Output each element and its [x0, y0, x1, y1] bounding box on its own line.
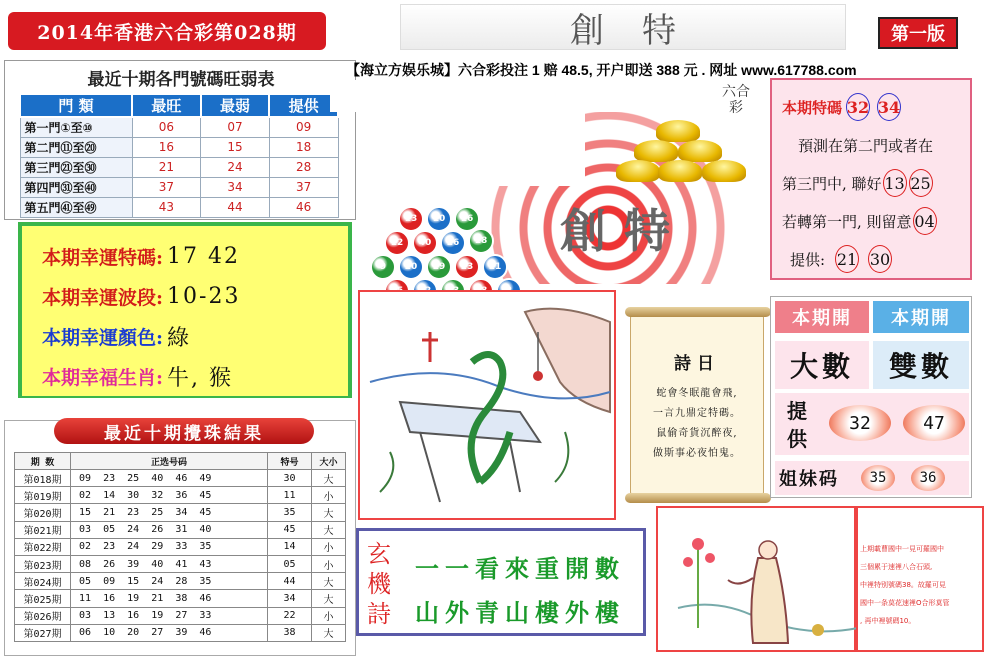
- results-special: 14: [268, 538, 312, 555]
- table-row: [15, 521, 346, 538]
- gate-name: 第三門㉑至㉚: [20, 157, 132, 177]
- results-numbers: 09 23 25 40 46 49: [71, 470, 268, 487]
- results-period: 第021期: [15, 521, 71, 538]
- mystic-poem-panel: [356, 528, 646, 636]
- gate-hot: 37: [132, 177, 201, 197]
- results-numbers: 06 10 20 27 39 46: [71, 624, 268, 641]
- poem-line: 一言九鼎定特碼。: [653, 408, 741, 419]
- gate-header-cold: 最弱: [201, 94, 270, 117]
- sister-code-1: 35: [861, 465, 895, 491]
- gate-name: 第四門㉛至㊵: [20, 177, 132, 197]
- results-numbers: 11 16 19 21 38 46: [71, 590, 268, 607]
- note-panel: [856, 506, 984, 652]
- results-table: [14, 452, 346, 642]
- results-period: 第019期: [15, 487, 71, 504]
- gate-table-panel: [4, 60, 356, 220]
- gate-header-offer: 提供: [269, 94, 338, 117]
- results-numbers: 15 21 23 25 34 45: [71, 504, 268, 521]
- lottery-ball-icon: 23: [454, 254, 480, 280]
- special-code-label: 本期特碼: [782, 98, 843, 117]
- table-row: [15, 573, 346, 590]
- poem-line: 做斯事必夜怕鬼。: [653, 448, 741, 459]
- lottery-ball-icon: 40: [412, 230, 438, 256]
- special-line-1: 預測在第二門或者在: [798, 136, 934, 155]
- results-size: 大: [312, 470, 346, 487]
- results-special: 30: [268, 470, 312, 487]
- gate-offer: 37: [269, 177, 338, 197]
- results-numbers: 03 13 16 19 27 33: [71, 607, 268, 624]
- lucky-row: [42, 316, 348, 356]
- lottery-ball-icon: 29: [426, 254, 452, 280]
- big-double-panel: [770, 296, 972, 498]
- offer-code-2: 47: [903, 405, 965, 441]
- lucky-label: 本期幸運波段:: [42, 286, 164, 309]
- special-line-3: [782, 202, 970, 240]
- gold-ingot-icon: [656, 120, 700, 142]
- special-code-panel: [770, 78, 972, 280]
- results-special: 11: [268, 487, 312, 504]
- results-title: 最近十期攪珠結果: [54, 418, 314, 444]
- results-period: 第024期: [15, 573, 71, 590]
- gate-offer: 28: [269, 157, 338, 177]
- lottery-ball-icon: 10: [426, 206, 452, 232]
- lucky-value: 牛, 猴: [167, 365, 234, 391]
- special-line-2-code-2: 25: [909, 169, 933, 197]
- results-period: 第022期: [15, 538, 71, 555]
- note-line: 國中一条莫花速裡O合形莫管: [860, 599, 950, 607]
- scroll-rod-top: [625, 307, 771, 317]
- double-header: 本期開: [873, 301, 969, 333]
- table-row: [15, 538, 346, 555]
- results-size: 大: [312, 521, 346, 538]
- gate-header-type: 門 類: [20, 94, 132, 117]
- table-row: [15, 504, 346, 521]
- lucky-row: [42, 236, 348, 276]
- scholar-scene-icon: [658, 508, 858, 654]
- edition-label: 第一版: [891, 24, 945, 45]
- gate-cold: 15: [201, 137, 270, 157]
- results-special: 34: [268, 590, 312, 607]
- lottery-ball-icon: 16: [454, 206, 480, 232]
- lucky-row: [42, 276, 348, 316]
- gate-table: [19, 93, 339, 218]
- snake-illustration: [358, 290, 616, 520]
- results-header-nums: 正选号码: [71, 453, 268, 470]
- results-header-special: 特号: [268, 453, 312, 470]
- lottery-ball-icon: 12: [384, 230, 410, 256]
- lottery-ball-icon: 9: [370, 254, 396, 280]
- big-value: 大數: [775, 341, 869, 389]
- poem-scroll: [630, 312, 764, 498]
- special-line-2-text: 第三門中, 聯好: [782, 174, 882, 193]
- results-size: 大: [312, 573, 346, 590]
- results-period: 第020期: [15, 504, 71, 521]
- results-body: [15, 470, 346, 642]
- special-offer-line: [782, 240, 970, 278]
- offer-code-1: 32: [829, 405, 891, 441]
- lottery-ball-icon: 13: [398, 206, 424, 232]
- mystic-line-1: 一一看來重開數: [415, 554, 625, 583]
- poem-line: 鼠偷奇貨沉醉夜,: [656, 428, 738, 439]
- special-line-2-code-1: 13: [883, 169, 907, 197]
- lottery-ball-icon: 18: [468, 228, 494, 254]
- results-size: 小: [312, 487, 346, 504]
- gate-table-header: [20, 94, 338, 117]
- lucky-blank-strip: [0, 398, 354, 418]
- hero-brand: 六合彩: [722, 84, 750, 116]
- results-numbers: 02 14 30 32 36 45: [71, 487, 268, 504]
- mystic-line-2: 山外青山樓外樓: [415, 598, 625, 627]
- results-period: 第023期: [15, 555, 71, 572]
- gate-offer: 09: [269, 117, 338, 137]
- main-title-banner: [400, 4, 846, 50]
- ad-banner-text[interactable]: 【海立方娱乐城】六合彩投注 1 赔 48.5, 开户即送 388 元 . 网址 www.617788.com: [346, 62, 857, 78]
- gate-cold: 24: [201, 157, 270, 177]
- lucky-value: 10-23: [167, 283, 241, 309]
- poem-line: 蛇會冬眠龍會飛,: [656, 388, 738, 399]
- special-code-1: 32: [846, 93, 870, 121]
- scholar-illustration: [656, 506, 856, 652]
- big-header: 本期開: [775, 301, 869, 333]
- special-code-2: 34: [877, 93, 901, 121]
- table-row: [15, 555, 346, 572]
- double-value: 雙數: [873, 341, 969, 389]
- results-header: [15, 453, 346, 470]
- table-row: [20, 177, 338, 197]
- gate-name: 第二門⑪至⑳: [20, 137, 132, 157]
- results-numbers: 02 23 24 29 33 35: [71, 538, 268, 555]
- gold-ingot-icon: [634, 140, 678, 162]
- note-line: 中裡特别號碼38。故羅可見: [860, 581, 946, 589]
- lucky-label: 本期幸運特碼:: [42, 246, 164, 269]
- lucky-panel: [18, 222, 352, 400]
- results-special: 05: [268, 555, 312, 572]
- gold-ingot-icon: [678, 140, 722, 162]
- gate-offer: 18: [269, 137, 338, 157]
- gate-name: 第五門㊶至㊾: [20, 197, 132, 217]
- lottery-ball-icon: 26: [440, 230, 466, 256]
- offer-area: [775, 393, 969, 455]
- results-period: 第018期: [15, 470, 71, 487]
- gold-ingot-icon: [702, 160, 746, 182]
- results-period: 第026期: [15, 607, 71, 624]
- table-row: [20, 137, 338, 157]
- results-size: 大: [312, 624, 346, 641]
- edition-badge: [878, 17, 958, 49]
- lucky-label: 本期幸福生肖:: [42, 366, 164, 389]
- gate-header-hot: 最旺: [132, 94, 201, 117]
- table-row: [20, 117, 338, 137]
- issue-title: 2014年香港六合彩第028期: [37, 21, 297, 44]
- gate-hot: 43: [132, 197, 201, 217]
- scroll-rod-bottom: [625, 493, 771, 503]
- note-line: 三個累于速裡八合石頭,: [860, 563, 933, 571]
- results-header-period: 期 数: [15, 453, 71, 470]
- special-code-line: [782, 88, 970, 126]
- results-numbers: 03 05 24 26 31 40: [71, 521, 268, 538]
- snake-scene-icon: [360, 292, 618, 522]
- table-row: [15, 624, 346, 641]
- results-period: 第025期: [15, 590, 71, 607]
- special-offer-code-2: 30: [868, 245, 892, 273]
- lucky-value: 17 42: [167, 243, 240, 269]
- gate-cold: 34: [201, 177, 270, 197]
- offer-label: 提供: [787, 399, 807, 451]
- gold-ingot-icon: [616, 160, 660, 182]
- results-size: 小: [312, 555, 346, 572]
- results-size: 大: [312, 504, 346, 521]
- gate-hot: 06: [132, 117, 201, 137]
- results-size: 小: [312, 607, 346, 624]
- gate-hot: 16: [132, 137, 201, 157]
- results-special: 38: [268, 624, 312, 641]
- poem-title: 詩日: [674, 354, 720, 374]
- mystic-label: 玄機詩: [367, 540, 391, 628]
- gate-table-title: 最近十期各門號碼旺弱表: [87, 70, 275, 90]
- ad-strip: [330, 80, 720, 112]
- results-size: 小: [312, 538, 346, 555]
- gate-cold: 44: [201, 197, 270, 217]
- results-size: 大: [312, 590, 346, 607]
- lucky-value: 綠: [167, 325, 192, 351]
- table-row: [15, 590, 346, 607]
- table-row: [15, 607, 346, 624]
- special-offer-label: 提供:: [790, 250, 826, 269]
- lucky-row: [42, 356, 348, 396]
- table-row: [20, 197, 338, 217]
- main-title: 創特: [570, 10, 714, 51]
- special-line-3-text: 若轉第一門, 則留意: [782, 212, 912, 231]
- lottery-ball-icon: 20: [398, 254, 424, 280]
- results-header-size: 大小: [312, 453, 346, 470]
- results-special: 35: [268, 504, 312, 521]
- special-offer-code-1: 21: [835, 245, 859, 273]
- gate-name: 第一門①至⑩: [20, 117, 132, 137]
- gate-cold: 07: [201, 117, 270, 137]
- results-special: 45: [268, 521, 312, 538]
- results-special: 22: [268, 607, 312, 624]
- hero-title: 創特: [560, 204, 688, 258]
- lottery-ball-icon: 21: [482, 254, 508, 280]
- sister-label: 姐妹码: [779, 469, 839, 490]
- special-line-2: [782, 164, 970, 202]
- results-numbers: 08 26 39 40 41 43: [71, 555, 268, 572]
- sister-code-2: 36: [911, 465, 945, 491]
- gate-hot: 21: [132, 157, 201, 177]
- results-period: 第027期: [15, 624, 71, 641]
- note-line: , 再中裡號碼10。: [860, 617, 916, 625]
- lucky-label: 本期幸運顏色:: [42, 326, 164, 349]
- table-row: [15, 487, 346, 504]
- sister-area: [775, 461, 969, 495]
- results-special: 44: [268, 573, 312, 590]
- gate-offer: 46: [269, 197, 338, 217]
- table-row: [20, 157, 338, 177]
- special-line-3-code: 04: [913, 207, 937, 235]
- table-row: [15, 470, 346, 487]
- issue-title-banner: [8, 12, 326, 50]
- gold-ingot-icon: [658, 160, 702, 182]
- note-line: 上期載曹國中一見可羅國中: [860, 545, 944, 553]
- results-numbers: 05 09 15 24 28 35: [71, 573, 268, 590]
